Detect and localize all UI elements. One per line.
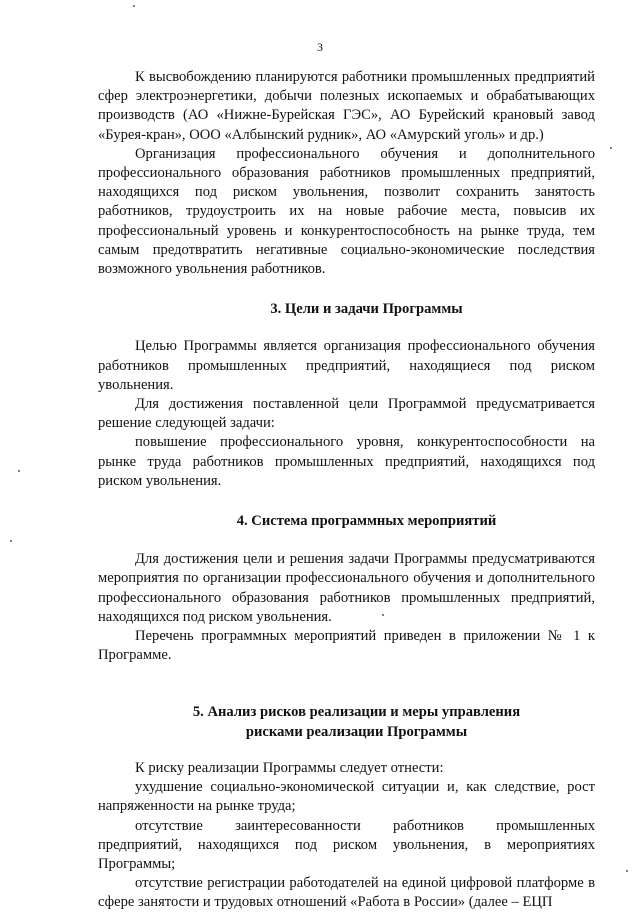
section-3-paragraph-1: Целью Программы является организация профессионального обучения работников промышленных предприятий, находящиеся под риском увольнения. [98, 338, 595, 393]
scan-speck [10, 540, 12, 542]
intro-paragraph-2: Организация профессионального обучения и дополнительного профессионального образования работников промышленных предприятий, находящихся под риском увольнения, позволит сохранить занятость работников, трудоустроить их на новые рабочие места, повысив их профессиональный уровень и конкурентоспособность на рынке труда, тем самым предотвратить негативные социально-экономические последствия возможного увольнения работников. [98, 145, 595, 278]
section-3-paragraph-2: Для достижения поставленной цели Программой предусматривается решение следующей задачи: [98, 396, 595, 432]
section-3-heading: 3. Цели и задачи Программы [270, 301, 463, 318]
scan-speck [610, 147, 612, 149]
scan-speck [626, 870, 628, 872]
section-5-heading-line-1: 5. Анализ рисков реализации и меры управления [192, 704, 521, 721]
page-number: 3 [317, 40, 323, 54]
scan-speck [18, 470, 20, 472]
section-5-paragraph-1: К риску реализации Программы следует отнести: [135, 759, 444, 776]
section-5-paragraph-3: отсутствие заинтересованности работников промышленных предприятий, находящихся под риском увольнения, в мероприятиях Программы; [98, 817, 595, 872]
document-body [98, 68, 595, 913]
scan-speck [382, 614, 384, 616]
section-5-heading-line-2: рисками реализации Программы [245, 723, 468, 740]
section-4-paragraph-2: Перечень программных мероприятий приведен в приложении № 1 к Программе. [98, 628, 595, 664]
section-4-paragraph-1: Для достижения цели и решения задачи Программы предусматриваются мероприятия по организации профессионального обучения и дополнительного профессионального образования работников промышленных предприятий, находящихся под риском увольнения. [98, 551, 595, 625]
section-5-paragraph-2: ухудшение социально-экономической ситуации и, как следствие, рост напряженности на рынке труда; [98, 779, 595, 815]
section-4-heading: 4. Система программных мероприятий [236, 513, 497, 530]
section-5-heading [98, 703, 595, 741]
intro-paragraph-1: К высвобождению планируются работники промышленных предприятий сфер электроэнергетики, добычи полезных ископаемых и обрабатывающих производств (АО «Нижне-Бурейская ГЭС», АО Бурейский крановый завод «Бурея-кран», ООО «Албынский рудник», АО «Амурский уголь» и др.) [98, 69, 595, 143]
section-5-paragraph-4: отсутствие регистрации работодателей на единой цифровой платформе в сфере занятости и трудовых отношений «Работа в России» (далее – ЕЦП [98, 875, 595, 911]
section-3-paragraph-3: повышение профессионального уровня, конкурентоспособности на рынке труда работников промышленных предприятий, находящихся под риском увольнения. [98, 434, 595, 489]
scan-speck [133, 5, 135, 7]
